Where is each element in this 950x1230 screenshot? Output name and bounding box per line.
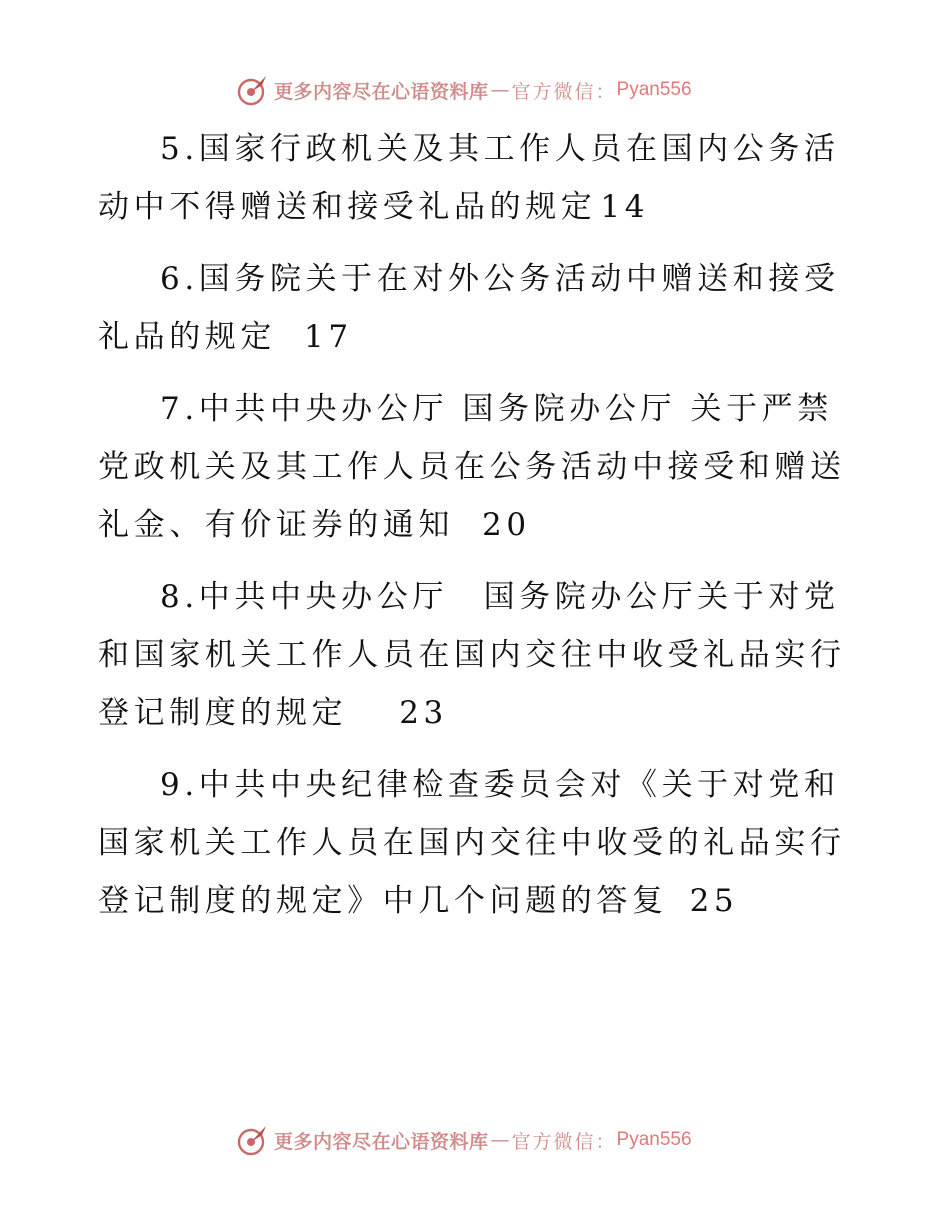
toc-entry-8[interactable] (98, 568, 858, 742)
quill-pen-logo-icon (236, 73, 270, 107)
toc-entry-title: 5.国家行政机关及其工作人员在国内公务活动中不得赠送和接受礼品的规定 (98, 131, 840, 225)
toc-entry-title: 6.国务院关于在对外公务活动中赠送和接受礼品的规定 (98, 261, 840, 355)
watermark-wechat-label: 官方微信： (511, 1130, 617, 1153)
toc-entry-page: 14 (600, 189, 650, 225)
toc-entry-title: 8.中共中央办公厅 国务院办公厅关于对党和国家机关工作人员在国内交往中收受礼品实行登记制度的规定 (98, 579, 846, 731)
watermark-text: 更多内容尽在心语资料库 (274, 1130, 489, 1153)
footer-watermark (236, 1123, 692, 1157)
toc-entry-6[interactable] (98, 250, 858, 366)
toc-entry-title: 7.中共中央办公厅 国务院办公厅 关于严禁党政机关及其工作人员在公务活动中接受和赠送礼金、有价证券的通知 (98, 391, 846, 543)
watermark-text: 更多内容尽在心语资料库 (274, 80, 489, 103)
toc-entry-page: 17 (304, 319, 353, 355)
watermark-dash: — (490, 1129, 510, 1151)
toc-entry-5[interactable] (98, 120, 858, 236)
toc-entry-page: 20 (482, 507, 531, 543)
toc-entry-7[interactable] (98, 380, 858, 554)
toc-list (98, 120, 858, 944)
header-watermark (236, 73, 692, 107)
toc-entry-page: 23 (399, 695, 448, 731)
toc-entry-page: 25 (689, 883, 739, 919)
toc-entry-title: 9.中共中央纪律检查委员会对《关于对党和国家机关工作人员在国内交往中收受的礼品实行登记制度的规定》中几个问题的答复 (98, 767, 846, 919)
toc-entry-9[interactable] (98, 756, 858, 930)
watermark-wechat-label: 官方微信： (511, 80, 617, 103)
watermark-wechat-id: Pyan556 (616, 1129, 692, 1150)
watermark-wechat-id: Pyan556 (616, 79, 692, 100)
watermark-dash: — (490, 79, 510, 101)
quill-pen-logo-icon (236, 1123, 270, 1157)
